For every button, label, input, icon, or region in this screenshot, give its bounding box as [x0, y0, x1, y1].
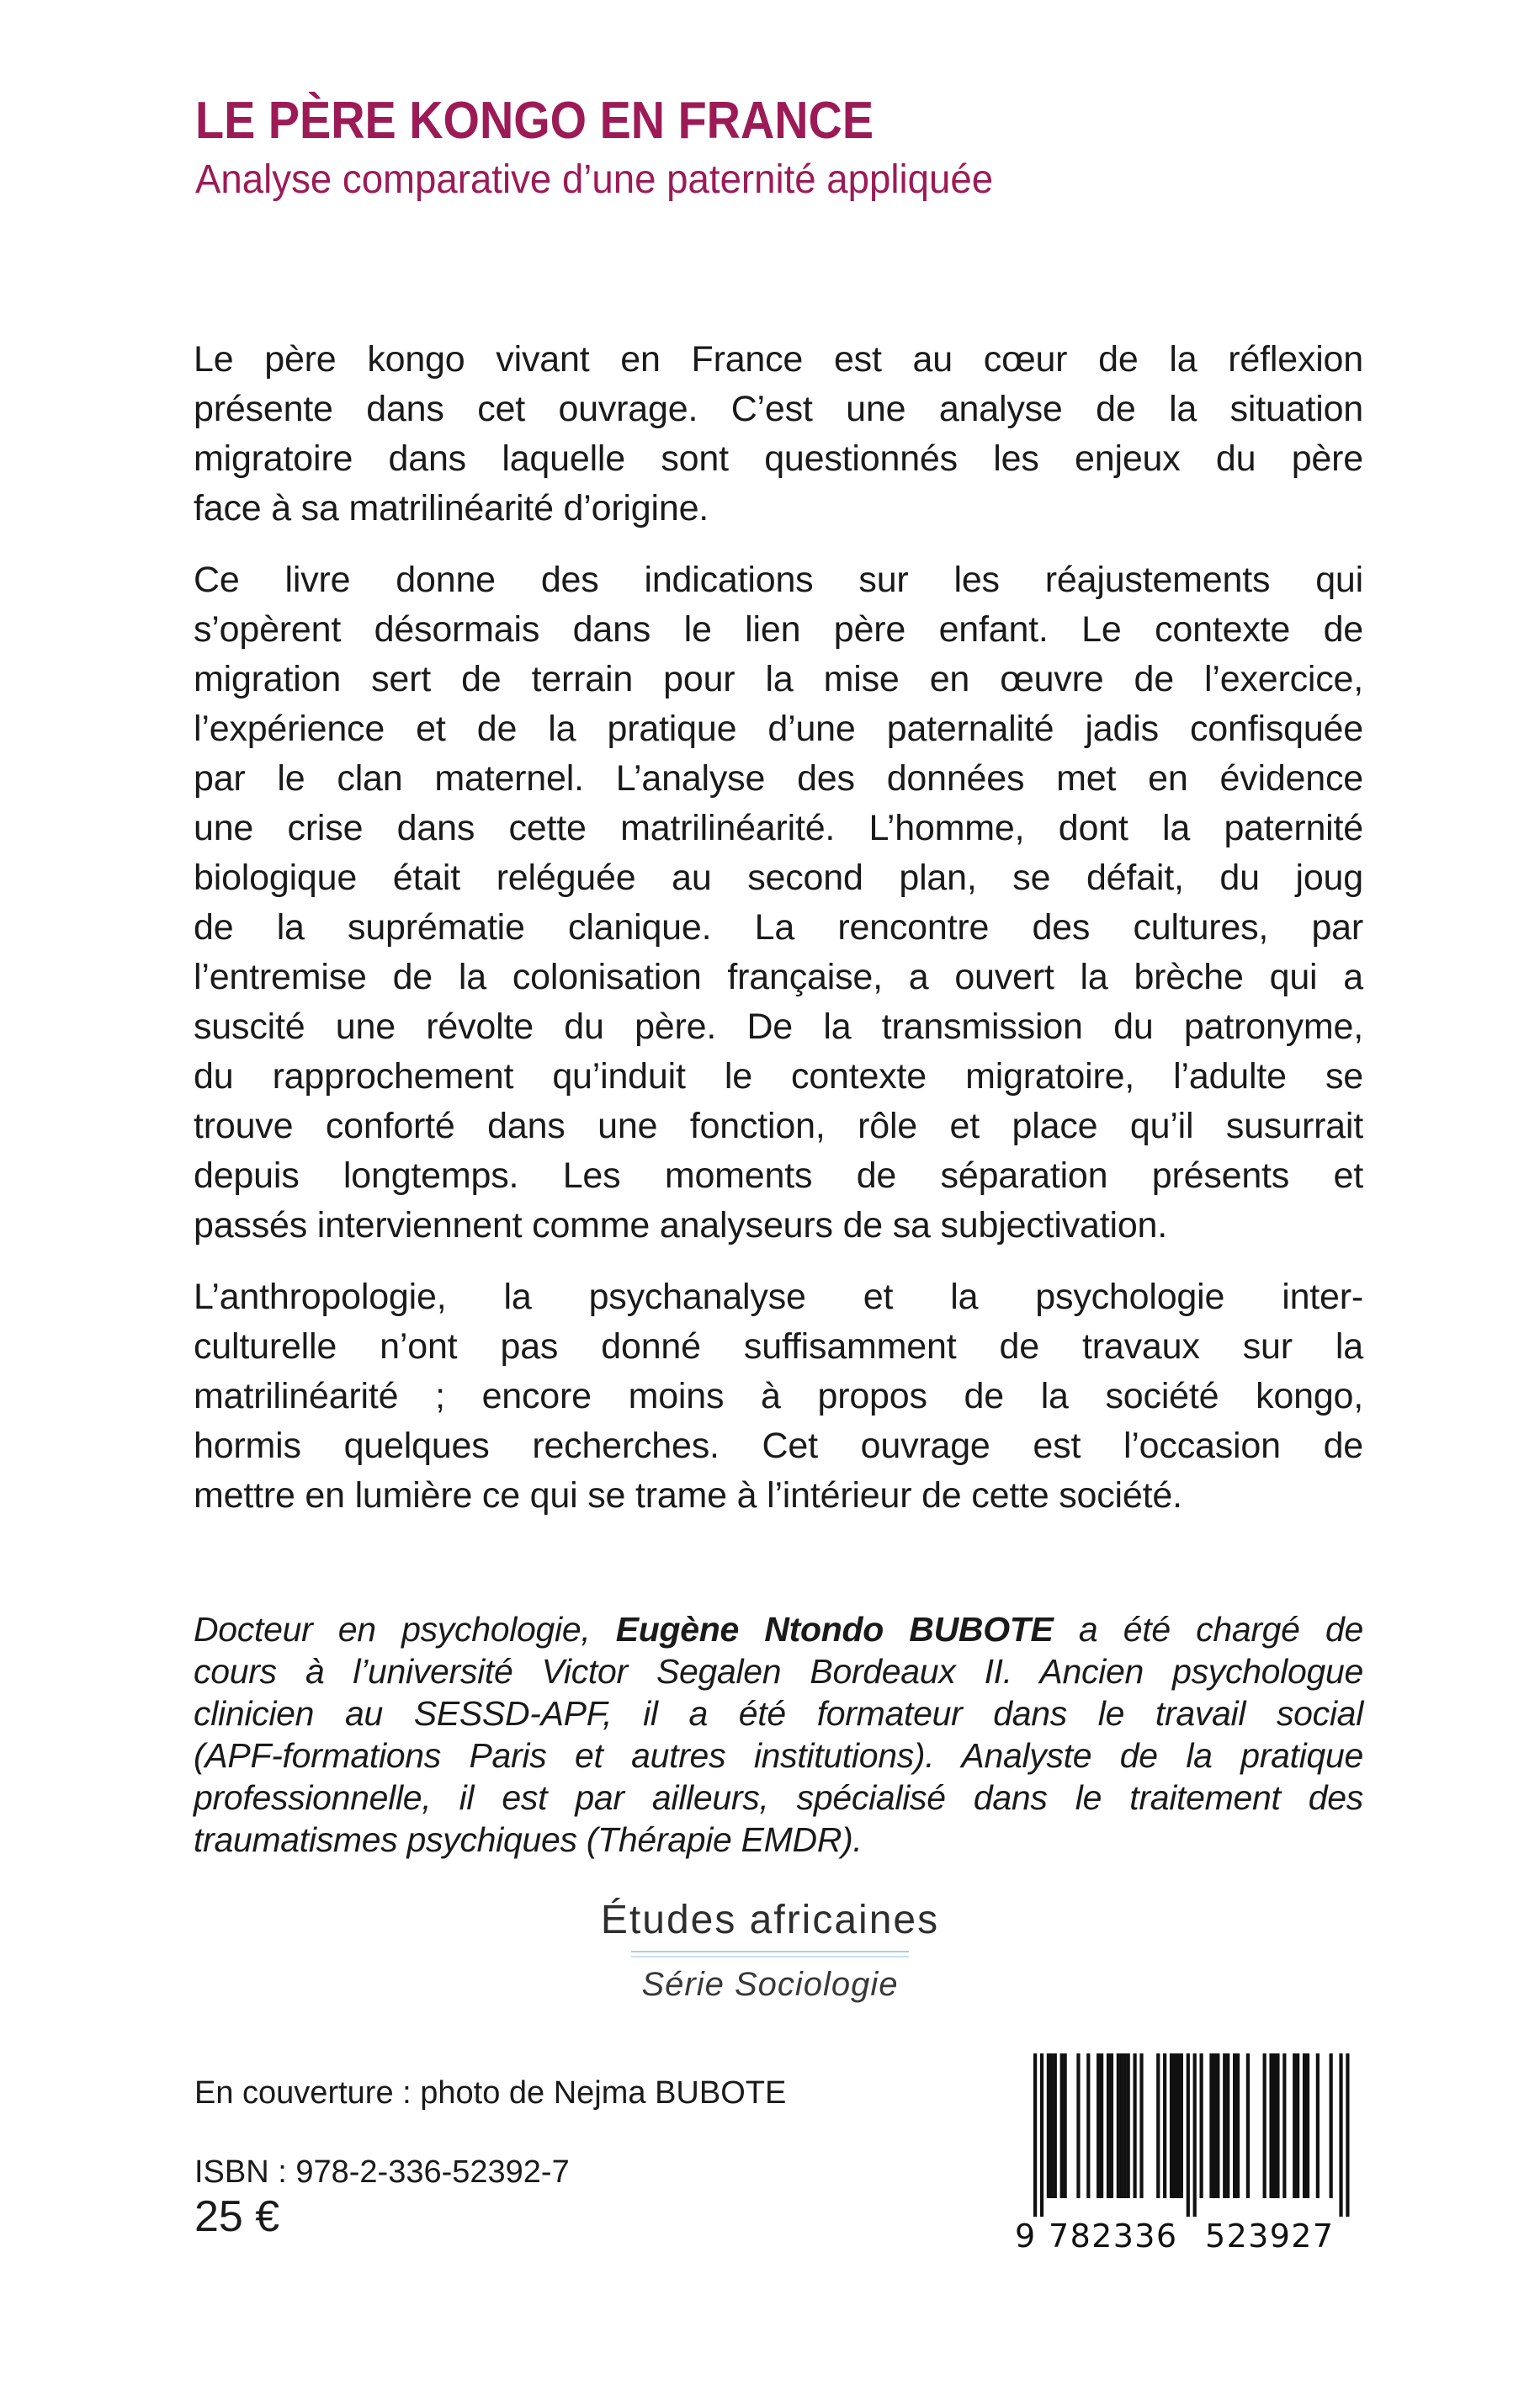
- collection-rule-divider: [631, 1951, 909, 1957]
- text-line: passés interviennent comme analyseurs de sa subjectivation.: [194, 1205, 1167, 1246]
- text-line: mettre en lumière ce qui se trame à l’intérieur de cette société.: [194, 1475, 1182, 1516]
- text-line: Docteur en psychologie, Eugène Ntondo BUBOTE a été chargé de: [194, 1610, 1364, 1649]
- text-line: suscité une révolte du père. De la transmission du patronyme,: [194, 1007, 1363, 1047]
- text-line: clinicien au SESSD-APF, il a été formateur dans le travail social: [194, 1694, 1363, 1733]
- text-line: L’anthropologie, la psychanalyse et la psychologie inter-: [194, 1277, 1363, 1317]
- synopsis-paragraph-2: [194, 555, 1363, 1251]
- barcode-digits-left: 782336: [1049, 2218, 1176, 2252]
- barcode-digit-first: 9: [1015, 2218, 1036, 2252]
- text-line: face à sa matrilinéarité d’origine.: [194, 488, 709, 529]
- text-line: migratoire dans laquelle sont questionnés les enjeux du père: [194, 438, 1363, 479]
- text-line: par le clan maternel. L’analyse des données met en évidence: [194, 758, 1363, 799]
- text-line: une crise dans cette matrilinéarité. L’homme, dont la paternité: [194, 808, 1363, 848]
- barcode-digits-right: 523927: [1205, 2218, 1333, 2252]
- text-line: culturelle n’ont pas donné suffisamment de travaux sur la: [194, 1326, 1363, 1367]
- text-line: traumatismes psychiques (Thérapie EMDR).: [194, 1820, 863, 1859]
- text-line: du rapprochement qu’induit le contexte migratoire, l’adulte se: [194, 1056, 1363, 1097]
- text-line: depuis longtemps. Les moments de séparation présents et: [194, 1155, 1363, 1196]
- ean13-barcode-svg: [1015, 2053, 1350, 2252]
- text-line: migration sert de terrain pour la mise en œuvre de l’exercice,: [194, 659, 1363, 699]
- cover-photo-credit: En couverture : photo de Nejma BUBOTE: [194, 2075, 787, 2111]
- book-title: LE PÈRE KONGO EN FRANCE: [195, 92, 874, 150]
- text-line: (APF-formations Paris et autres institutions). Analyste de la pratique: [194, 1736, 1363, 1775]
- book-subtitle: Analyse comparative d’une paternité appliquée: [195, 157, 994, 202]
- author-name: Eugène Ntondo BUBOTE: [615, 1610, 1054, 1649]
- isbn: ISBN : 978-2-336-52392-7: [194, 2154, 570, 2190]
- text-line: présente dans cet ouvrage. C’est une analyse de la situation: [194, 389, 1363, 429]
- text-line: hormis quelques recherches. Cet ouvrage est l’occasion de: [194, 1426, 1363, 1466]
- synopsis-paragraph-3: [194, 1272, 1363, 1521]
- text-line: biologique était reléguée au second plan, se défait, du joug: [194, 858, 1363, 898]
- author-bio: [194, 1608, 1363, 1861]
- synopsis-paragraph-1: [194, 335, 1363, 534]
- text-line: de la suprématie clanique. La rencontre des cultures, par: [194, 907, 1363, 948]
- text-line: Le père kongo vivant en France est au cœur de la réflexion: [194, 339, 1363, 380]
- text-line: cours à l’université Victor Segalen Bordeaux II. Ancien psychologue: [194, 1652, 1363, 1691]
- text-line: matrilinéarité ; encore moins à propos de la société kongo,: [194, 1376, 1363, 1416]
- price: 25 €: [194, 2192, 280, 2241]
- text-line: professionnelle, il est par ailleurs, spécialisé dans le traitement des: [194, 1778, 1363, 1817]
- collection-name: Études africaines: [600, 1898, 940, 1942]
- text-line: l’expérience et de la pratique d’une paternalité jadis confisquée: [194, 709, 1363, 749]
- ean13-barcode: [1015, 2053, 1350, 2252]
- text-line: l’entremise de la colonisation française, a ouvert la brèche qui a: [194, 957, 1363, 997]
- collection-series: Série Sociologie: [641, 1966, 899, 2003]
- collection-block: [0, 1897, 1540, 2004]
- text-line: trouve conforté dans une fonction, rôle et place qu’il susurrait: [194, 1106, 1363, 1146]
- synopsis-column: [194, 335, 1363, 1861]
- text-line: s’opèrent désormais dans le lien père enfant. Le contexte de: [194, 609, 1363, 650]
- text-line: Ce livre donne des indications sur les réajustements qui: [194, 560, 1363, 600]
